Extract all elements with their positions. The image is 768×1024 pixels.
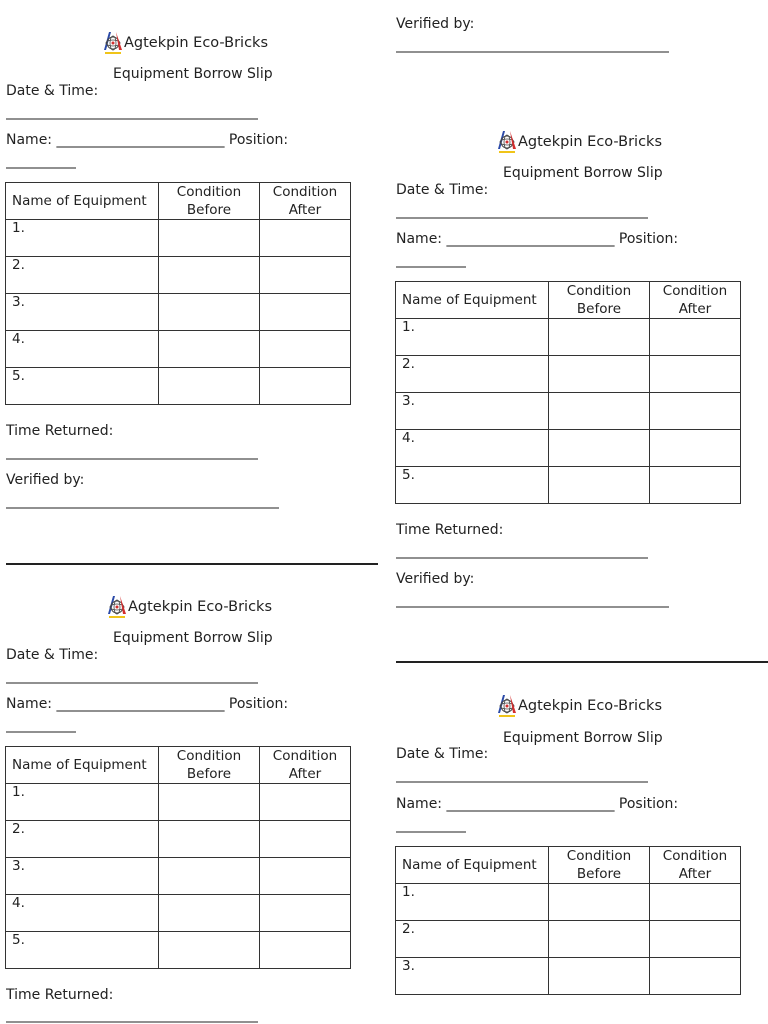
table-row [396,884,741,921]
cell-before[interactable] [159,294,260,331]
time-returned-label: Time Returned: [6,987,114,1003]
cell-before[interactable] [159,821,260,858]
table-row [396,319,741,356]
name-position-field: Name: ________________________ Position: [396,231,679,247]
row-number: 3. [6,858,159,895]
cell-after[interactable] [260,821,351,858]
cut-line-divider [396,661,768,663]
cell-after[interactable] [650,356,741,393]
cell-after[interactable] [260,257,351,294]
slip-header [494,691,662,721]
cell-after[interactable] [260,784,351,821]
slip-title: Equipment Borrow Slip [503,165,663,181]
equipment-table [395,281,741,504]
table-row [6,368,351,405]
cell-before[interactable] [159,932,260,969]
row-number: 1. [396,319,549,356]
slip-header [494,127,662,157]
verified-by-label: Verified by: [396,571,475,587]
col-condition-after: Condition After [260,183,351,220]
table-row [6,784,351,821]
row-number: 2. [6,821,159,858]
org-name: Agtekpin Eco-Bricks [518,698,663,714]
slip-title: Equipment Borrow Slip [113,630,273,646]
table-row [396,958,741,995]
org-name: Agtekpin Eco-Bricks [128,599,273,615]
position-line: __________ [6,717,76,733]
row-number: 5. [6,932,159,969]
cell-after[interactable] [650,467,741,504]
eco-bricks-logo-icon [494,691,518,721]
cell-after[interactable] [650,393,741,430]
row-number: 4. [6,331,159,368]
equipment-table [5,182,351,405]
position-line: __________ [6,153,76,169]
row-number: 2. [6,257,159,294]
eco-bricks-logo-icon [494,127,518,157]
position-line: __________ [396,252,466,268]
table-row [396,921,741,958]
table-header-row [396,282,741,319]
position-line: __________ [396,817,466,833]
col-condition-after: Condition After [260,747,351,784]
slip-title: Equipment Borrow Slip [503,730,663,746]
cell-before[interactable] [159,858,260,895]
row-number: 2. [396,921,549,958]
verified-by-label: Verified by: [396,16,475,32]
name-position-field: Name: ________________________ Position: [6,696,289,712]
cell-after[interactable] [260,294,351,331]
cell-after[interactable] [260,932,351,969]
cell-after[interactable] [260,331,351,368]
org-name: Agtekpin Eco-Bricks [124,35,269,51]
row-number: 5. [6,368,159,405]
cell-before[interactable] [549,356,650,393]
date-time-label: Date & Time: [396,182,489,198]
name-position-field: Name: ________________________ Position: [6,132,289,148]
cell-before[interactable] [159,257,260,294]
cell-after[interactable] [650,884,741,921]
cell-before[interactable] [549,884,650,921]
cell-before[interactable] [159,368,260,405]
cell-after[interactable] [650,430,741,467]
table-row [6,932,351,969]
cell-before[interactable] [549,319,650,356]
equipment-table [395,846,741,995]
date-time-label: Date & Time: [396,746,489,762]
verified-by-line: _______________________________________ [396,592,669,608]
table-row [396,393,741,430]
cell-before[interactable] [549,393,650,430]
time-returned-line: ____________________________________ [6,1007,258,1023]
cell-after[interactable] [260,368,351,405]
row-number: 4. [396,430,549,467]
date-time-label: Date & Time: [6,647,99,663]
time-returned-line: ____________________________________ [6,444,258,460]
col-condition-after: Condition After [650,847,741,884]
cell-after[interactable] [650,319,741,356]
table-row [6,895,351,932]
col-condition-after: Condition After [650,282,741,319]
time-returned-line: ____________________________________ [396,543,648,559]
cell-before[interactable] [159,331,260,368]
slip-header [100,28,268,58]
date-time-line: ____________________________________ [6,668,258,684]
col-condition-before: Condition Before [159,183,260,220]
cell-before[interactable] [159,220,260,257]
slip-title: Equipment Borrow Slip [113,66,273,82]
table-header-row [396,847,741,884]
cut-line-divider [6,563,378,565]
equipment-table [5,746,351,969]
row-number: 2. [396,356,549,393]
cell-before[interactable] [159,895,260,932]
table-row [6,821,351,858]
table-row [396,467,741,504]
col-condition-before: Condition Before [549,847,650,884]
time-returned-label: Time Returned: [6,423,114,439]
row-number: 1. [396,884,549,921]
table-row [6,220,351,257]
verified-by-line: _______________________________________ [6,493,279,509]
cell-after[interactable] [260,858,351,895]
verified-by-label: Verified by: [6,472,85,488]
cell-after[interactable] [260,895,351,932]
col-equipment: Name of Equipment [396,282,549,319]
table-header-row [6,183,351,220]
date-time-line: ____________________________________ [396,203,648,219]
cell-before[interactable] [159,784,260,821]
row-number: 1. [6,220,159,257]
col-condition-before: Condition Before [159,747,260,784]
date-time-line: ____________________________________ [6,104,258,120]
row-number: 5. [396,467,549,504]
table-row [396,430,741,467]
table-row [6,257,351,294]
row-number: 4. [6,895,159,932]
date-time-line: ____________________________________ [396,767,648,783]
table-row [6,331,351,368]
cell-before[interactable] [549,467,650,504]
eco-bricks-logo-icon [104,592,128,622]
org-name: Agtekpin Eco-Bricks [518,134,663,150]
eco-bricks-logo-icon [100,28,124,58]
verified-by-line: _______________________________________ [396,37,669,53]
row-number: 1. [6,784,159,821]
cell-before[interactable] [549,958,650,995]
cell-before[interactable] [549,921,650,958]
cell-before[interactable] [549,430,650,467]
name-position-field: Name: ________________________ Position: [396,796,679,812]
slip-header [104,592,272,622]
col-equipment: Name of Equipment [6,747,159,784]
row-number: 3. [396,393,549,430]
cell-after[interactable] [260,220,351,257]
col-equipment: Name of Equipment [6,183,159,220]
date-time-label: Date & Time: [6,83,99,99]
time-returned-label: Time Returned: [396,522,504,538]
table-row [6,294,351,331]
cell-after[interactable] [650,958,741,995]
table-row [6,858,351,895]
table-header-row [6,747,351,784]
col-equipment: Name of Equipment [396,847,549,884]
row-number: 3. [396,958,549,995]
table-row [396,356,741,393]
col-condition-before: Condition Before [549,282,650,319]
row-number: 3. [6,294,159,331]
cell-after[interactable] [650,921,741,958]
